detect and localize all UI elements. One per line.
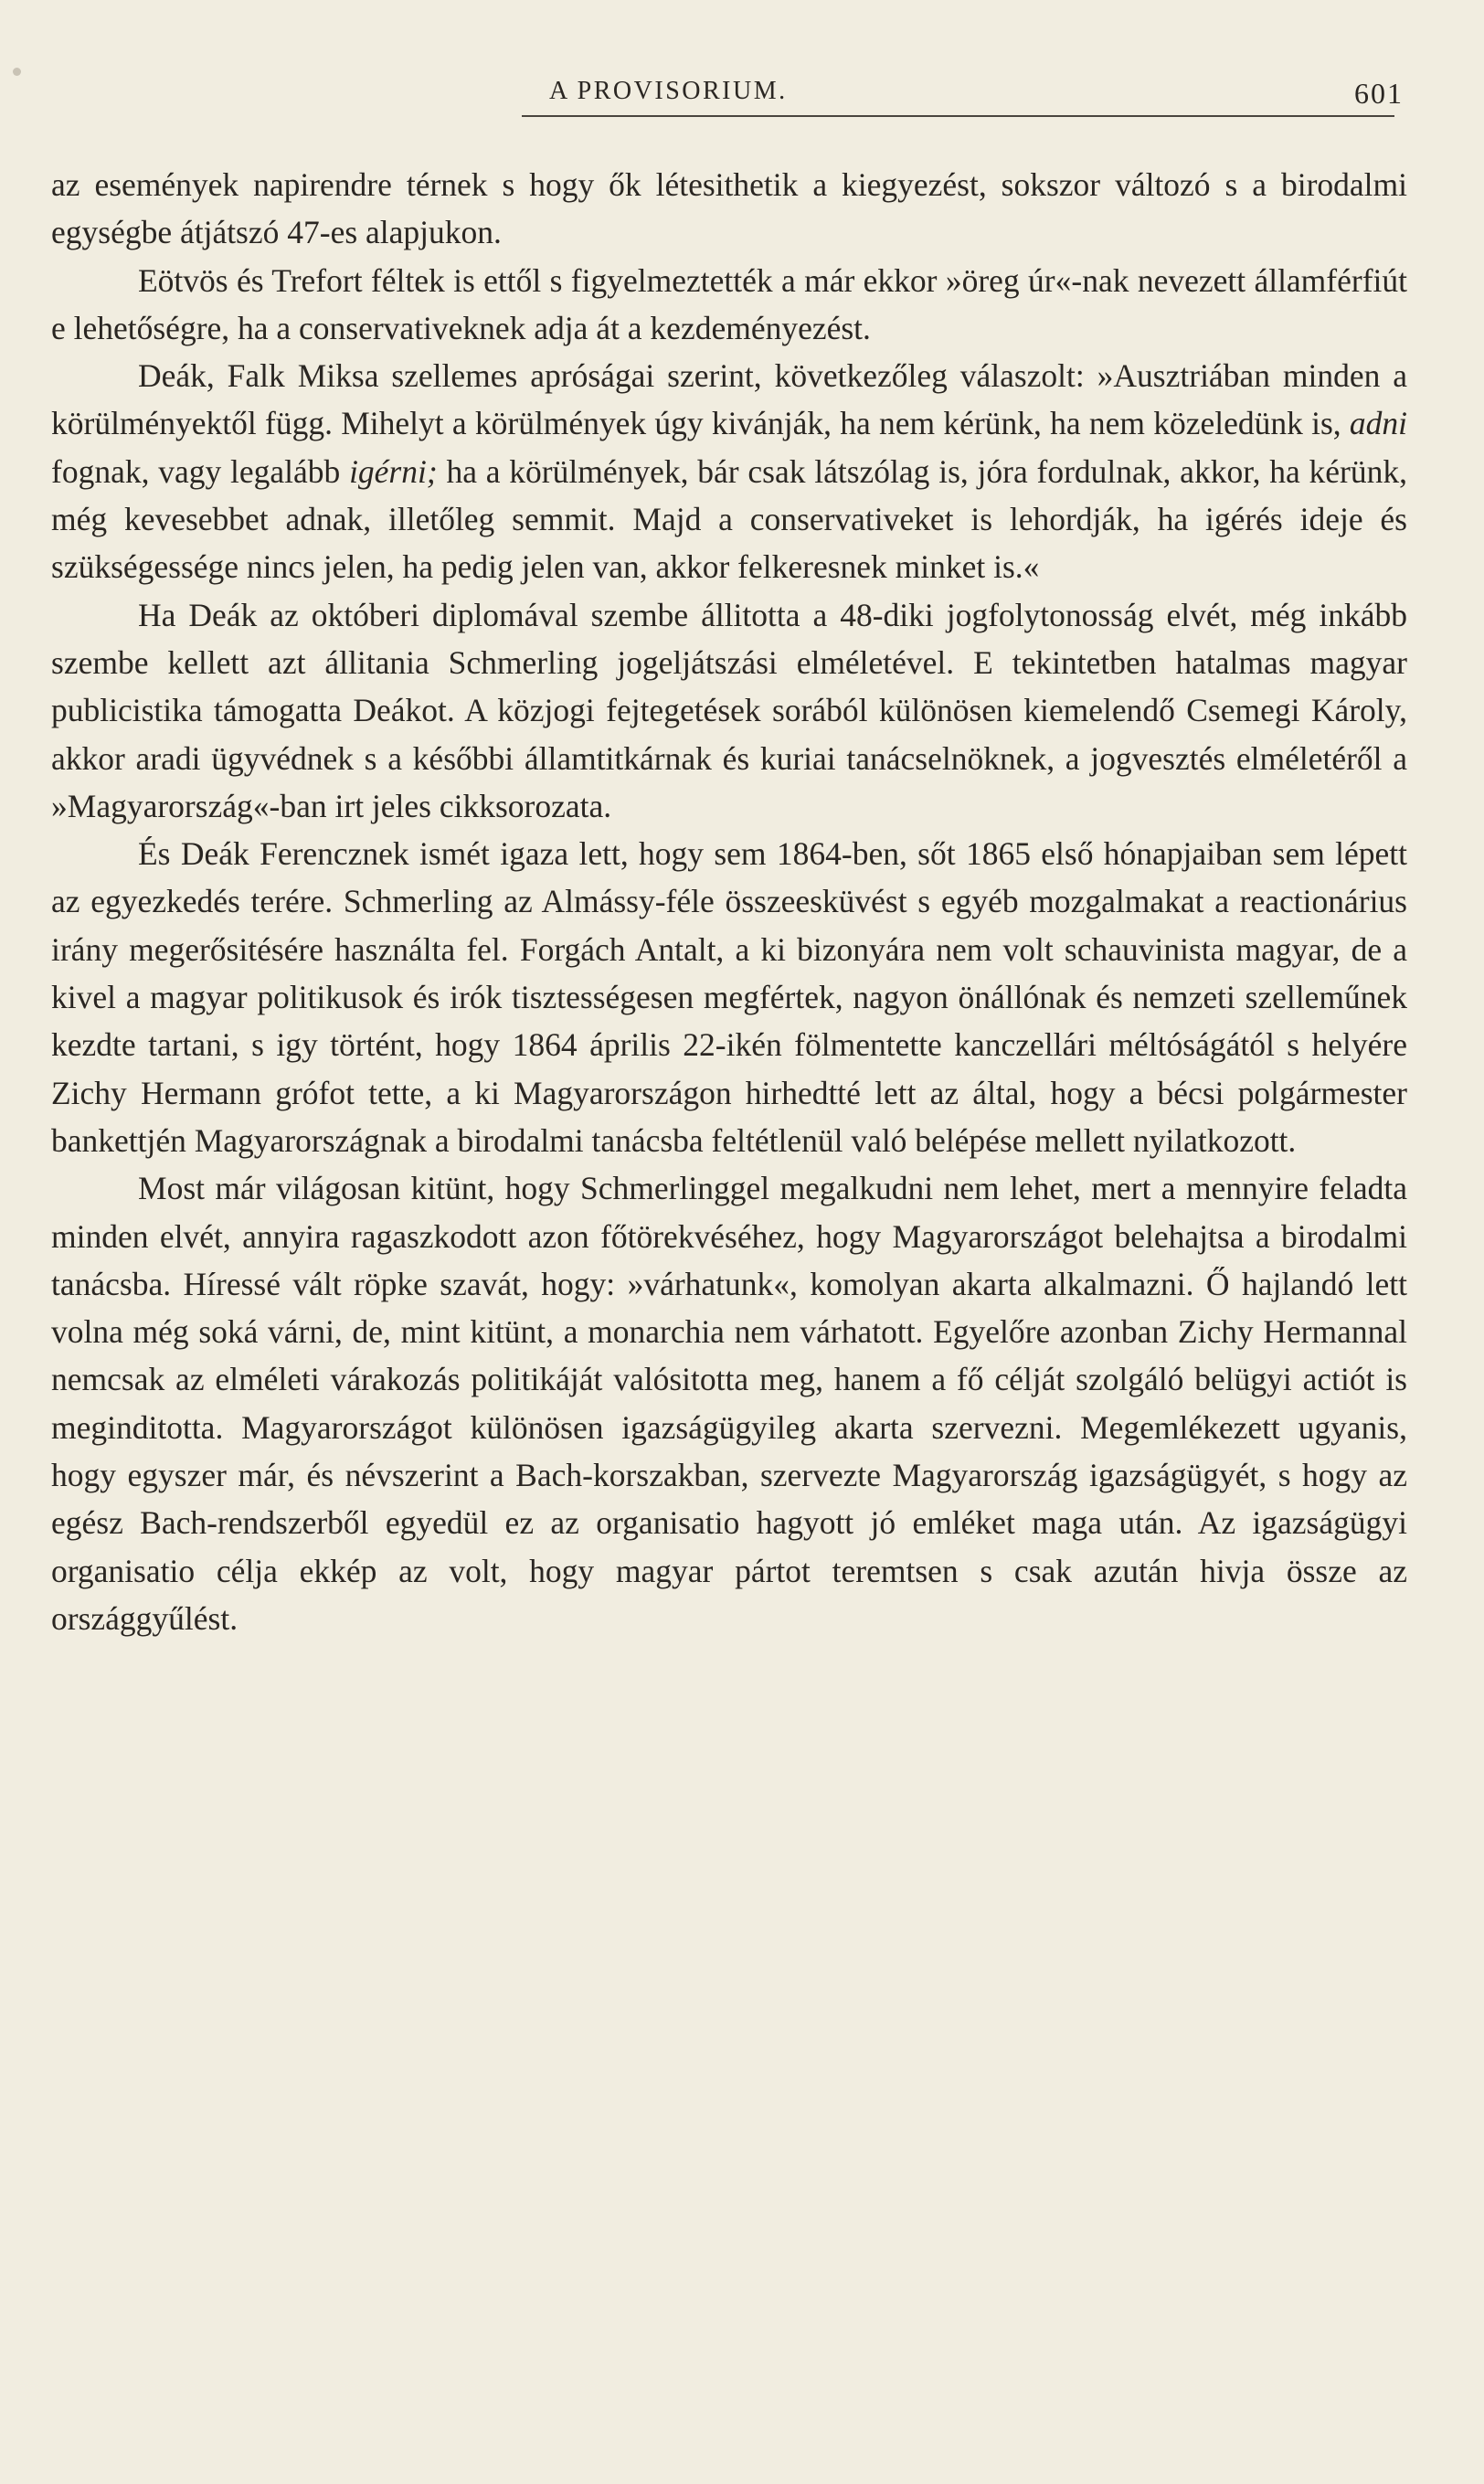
body-text (51, 161, 1407, 1642)
paper-spot (13, 68, 21, 76)
paragraph-1: az események napirendre térnek s hogy ők létesithetik a kiegyezést, sokszor változó s a birodalmi egységbe átjátszó 47-es alapjukon. (51, 166, 1407, 251)
paragraph-3-text-b: fognak, vagy legalább (51, 452, 350, 490)
page-number: 601 (1354, 77, 1404, 110)
paragraph-3-text-c: ha a körülmények, bár csak látszólag is, jóra fordulnak, akkor, ha kérünk, még kevesebbet adnak, illetőleg semmit. Majd a conservativeket is lehordják, ha igérés ideje és szükségessége nincs jelen, ha pedig jelen van, akkor felkeresnek minket is.« (51, 452, 1407, 586)
italic-adni: adni (1349, 405, 1407, 442)
header-rule (522, 115, 1394, 117)
paragraph-3-text-a: Deák, Falk Miksa szellemes apróságai szerint, következőleg válaszolt: »Ausztriában minden a körülményektől függ. Mihelyt a körülmények úgy kivánják, ha nem kérünk, ha nem közeledünk is, (51, 357, 1407, 442)
paragraph-6: Most már világosan kitünt, hogy Schmerlinggel megalkudni nem lehet, mert a mennyire feladta minden elvét, annyira ragaszkodott azon főtörekvéséhez, hogy Magyarországot belehajtsa a birodalmi tanácsba. Híressé vált röpke szavát, hogy: »várhatunk«, komolyan akarta alkalmazni. Ő hajlandó lett volna még soká várni, de, mint kitünt, a monarchia nem várhatott. Egyelőre azonban Zichy Hermannal nemcsak az elméleti várakozás politikáját valósitotta meg, hanem a fő célját szolgáló belügyi actiót is meginditotta. Magyarországot különösen igazságügyileg akarta szervezni. Megemlékezett ugyanis, hogy egyszer már, és névszerint a Bach-korszakban, szervezte Magyarország igazságügyét, s hogy az egész Bach-rendszerből egyedül ez az organisatio hagyott jó emléket maga után. Az igazságügyi organisatio célja ekkép az volt, hogy magyar pártot teremtsen s csak azután hivja össze az országgyűlést. (51, 1170, 1407, 1637)
running-title: A PROVISORIUM. (549, 77, 788, 105)
paragraph-4: Ha Deák az októberi diplomával szembe állitotta a 48-diki jogfolytonosság elvét, még inkább szembe kellett azt állitania Schmerling jogeljátszási elméletével. E tekintetben hatalmas magyar publicistika támogatta Deákot. A közjogi fejtegetések sorából különösen kiemelendő Csemegi Károly, akkor aradi ügyvédnek s a későbbi államtitkárnak és kuriai tanácselnöknek, a jogvesztés elméletéről a »Magyarország«-ban irt jeles cikksorozata. (51, 596, 1407, 824)
paragraph-5: És Deák Ferencznek ismét igaza lett, hogy sem 1864-ben, sőt 1865 első hónapjaiban sem lépett az egyezkedés terére. Schmerling az Almássy-féle összeesküvést s egyéb mozgalmakat a reactionárius irány megerősitésére használta fel. Forgách Antalt, a ki bizonyára nem volt schauvinista magyar, de a kivel a magyar politikusok és irók tisztességesen megfértek, nagyon önállónak és nemzeti szelleműnek kezdte tartani, s igy történt, hogy 1864 április 22-ikén fölmentette kanczellári méltóságától s helyére Zichy Hermann grófot tette, a ki Magyarországon hirhedtté lett az által, hogy a bécsi polgármester bankettjén Magyarországnak a birodalmi tanácsba feltétlenül való belépése mellett nyilatkozott. (51, 835, 1407, 1159)
italic-igerni: igérni; (349, 452, 438, 490)
paragraph-3 (51, 352, 1407, 590)
page-header (51, 77, 1407, 119)
paragraph-2: Eötvös és Trefort féltek is ettől s figyelmeztették a már ekkor »öreg úr«-nak nevezett államférfiút e lehetőségre, ha a conservativeknek adja át a kezdeményezést. (51, 261, 1407, 346)
